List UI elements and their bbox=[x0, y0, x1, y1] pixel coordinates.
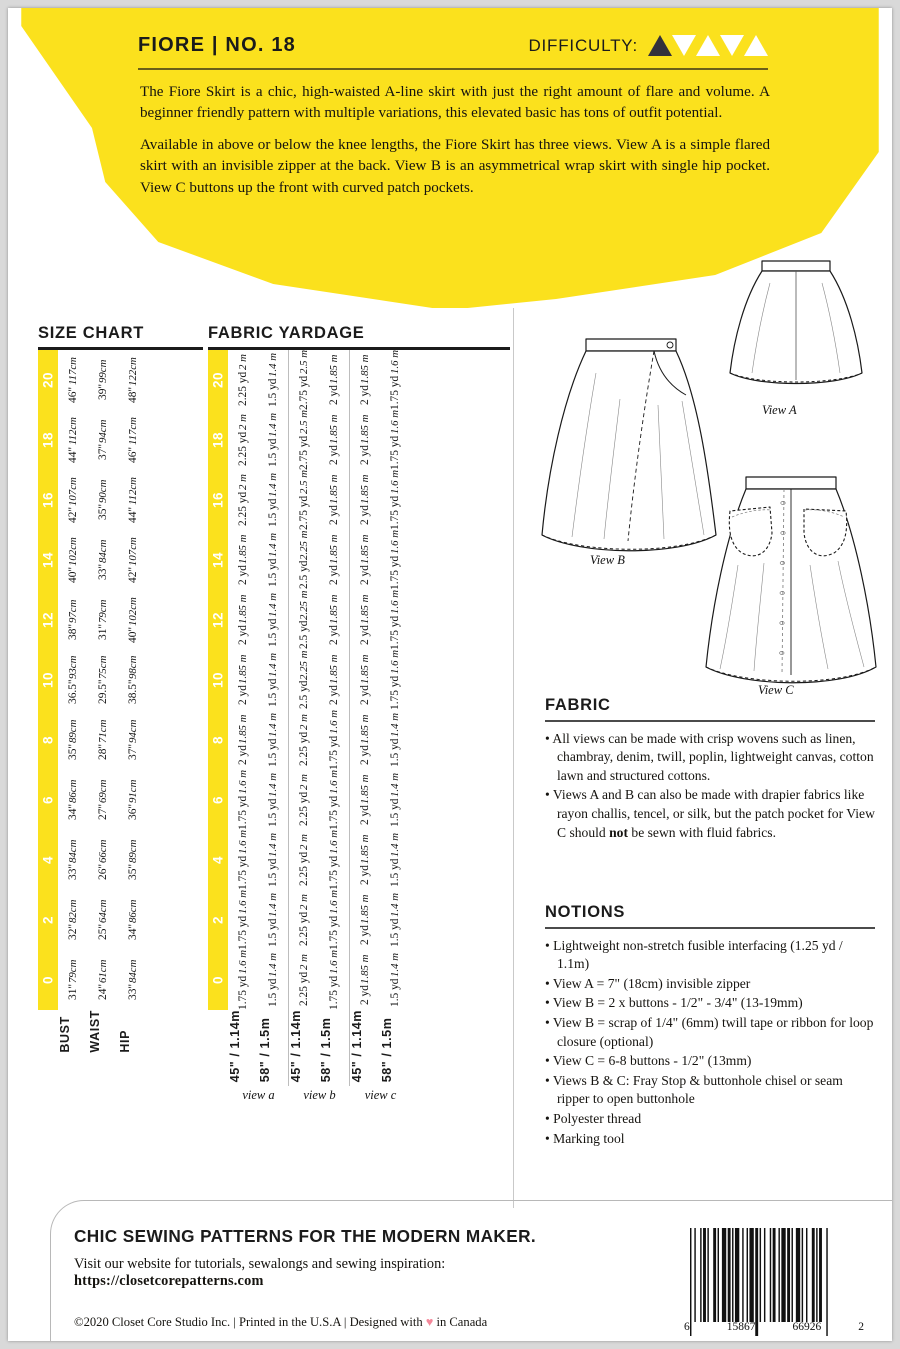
list-item: • Marking tool bbox=[545, 1130, 625, 1146]
table-cell: 2 yd 1.85 m bbox=[359, 834, 371, 885]
table-cell: 44" 112cm bbox=[127, 476, 139, 523]
table-cell: 33" 84cm bbox=[97, 539, 109, 580]
table-cell: 1.5 yd 1.4 m bbox=[389, 712, 401, 767]
table-cell: 2 yd 1.85 m bbox=[328, 474, 340, 525]
table-cell: 1.5 yd 1.4 m bbox=[389, 772, 401, 827]
table-cell: 2.5 yd 2.25 m bbox=[298, 650, 310, 709]
size-chart-row-labels bbox=[58, 1010, 208, 1057]
table-cell: 2 yd 1.85 m bbox=[359, 474, 371, 525]
table-cell: 2 yd 1.85 m bbox=[359, 894, 371, 945]
barcode-bar bbox=[781, 1228, 785, 1322]
table-cell: 33" 84cm bbox=[67, 839, 79, 880]
barcode-bar bbox=[749, 1228, 753, 1322]
barcode-digits bbox=[684, 1321, 864, 1333]
table-cell: 46" 117cm bbox=[67, 356, 79, 403]
size-label-6: 6 bbox=[210, 795, 226, 804]
banner-header-row bbox=[138, 34, 768, 57]
table-cell: 1.5 yd 1.4 m bbox=[267, 892, 279, 947]
table-cell: 1.5 yd 1.4 m bbox=[267, 592, 279, 647]
size-label-6: 6 bbox=[40, 795, 56, 804]
table-cell: 26" 66cm bbox=[97, 839, 109, 880]
barcode-bar bbox=[770, 1228, 771, 1322]
difficulty-triangle-3 bbox=[696, 35, 720, 56]
width-label: 45" / 1.14m bbox=[350, 1009, 364, 1082]
table-cell: 36.5" 93cm bbox=[67, 655, 79, 704]
table-cell: 34" 86cm bbox=[127, 899, 139, 940]
table-cell: 1.75 yd 1.6 m bbox=[237, 769, 249, 830]
barcode-bar bbox=[728, 1228, 731, 1322]
table-cell: 2 yd 1.85 m bbox=[359, 954, 371, 1005]
table-cell: 31" 79cm bbox=[97, 599, 109, 640]
notions-section bbox=[545, 903, 875, 1149]
fabric-yardage-title: FABRIC YARDAGE bbox=[208, 324, 365, 342]
barcode-digit-mid-left: 15867 bbox=[726, 1321, 756, 1333]
barcode-digit-mid-right: 66926 bbox=[792, 1321, 822, 1333]
barcode-bar bbox=[773, 1228, 776, 1322]
footer bbox=[74, 1226, 694, 1330]
table-cell: 1.5 yd 1.4 m bbox=[267, 712, 279, 767]
barcode-bar bbox=[787, 1228, 790, 1322]
barcode-bar bbox=[819, 1228, 822, 1322]
barcode-bar bbox=[694, 1228, 695, 1322]
table-cell: 1.75 yd 1.6 m bbox=[389, 649, 401, 710]
notions-section-rule bbox=[545, 927, 875, 929]
table-cell: 2.25 yd 2 m bbox=[298, 833, 310, 886]
table-cell: 2.75 yd 2.5 m bbox=[298, 469, 310, 530]
table-cell: 1.5 yd 1.4 m bbox=[267, 472, 279, 527]
table-cell: 2 yd 1.85 m bbox=[359, 714, 371, 765]
table-cell: 31" 79cm bbox=[67, 959, 79, 1000]
table-cell: 2 yd 1.85 m bbox=[359, 534, 371, 585]
barcode-bar bbox=[816, 1228, 817, 1322]
size-label-8: 8 bbox=[210, 735, 226, 744]
view-c-figure bbox=[706, 477, 876, 683]
visit-text: Visit our website for tutorials, sewalongs and sewing inspiration: bbox=[74, 1256, 446, 1272]
list-item: • Views A and B can also be made with drapier fabrics like rayon challis, tencel, or silk, but the patch pocket for View C should not be sewn with fluid fabrics. bbox=[545, 787, 875, 840]
row-label-bust: BUST bbox=[58, 1015, 72, 1053]
description-paragraph-1: The Fiore Skirt is a chic, high-waisted A-line skirt with just the right amount of flare and volume. A beginner friendly pattern with multiple variations, this elevated basic has tons of outfit potential. bbox=[140, 84, 770, 122]
table-cell: 1.5 yd 1.4 m bbox=[267, 772, 279, 827]
barcode-bar bbox=[760, 1228, 761, 1322]
barcode-bar bbox=[700, 1228, 701, 1322]
banner-divider-rule bbox=[138, 68, 768, 70]
table-cell: 1.5 yd 1.4 m bbox=[267, 412, 279, 467]
copyright-post: in Canada bbox=[433, 1315, 488, 1329]
notions-section-title: NOTIONS bbox=[545, 903, 626, 921]
barcode-digit-right: 2 bbox=[858, 1321, 864, 1333]
table-cell: 2 yd 1.85 m bbox=[328, 534, 340, 585]
size-label-18: 18 bbox=[40, 431, 56, 448]
table-cell: 1.75 yd 1.6 m bbox=[237, 949, 249, 1010]
width-label: 45" / 1.14m bbox=[228, 1009, 242, 1082]
list-item: • View B = 2 x buttons - 1/2" - 3/4" (13-19mm) bbox=[545, 995, 803, 1011]
size-label-0: 0 bbox=[40, 975, 56, 984]
table-cell: 35" 90cm bbox=[97, 479, 109, 520]
table-cell: 2.25 yd 2 m bbox=[298, 953, 310, 1006]
barcode-bar bbox=[707, 1228, 708, 1322]
difficulty-triangle-4 bbox=[720, 35, 744, 56]
table-cell: 2 yd 1.85 m bbox=[237, 594, 249, 645]
barcode-bar bbox=[747, 1228, 748, 1322]
size-label-16: 16 bbox=[210, 491, 226, 508]
list-item: • All views can be made with crisp wovens such as linen, chambray, denim, twill, poplin, lightweight canvas, cotton lawn and structured cottons. bbox=[545, 730, 874, 783]
list-item: • View B = scrap of 1/4" (6mm) twill tape or ribbon for loop closure (optional) bbox=[545, 1015, 874, 1049]
pattern-description bbox=[140, 82, 770, 209]
barcode-bar bbox=[755, 1228, 758, 1336]
difficulty-triangle-1 bbox=[648, 35, 672, 56]
size-label-8: 8 bbox=[40, 735, 56, 744]
table-column bbox=[88, 350, 118, 1010]
size-label-20: 20 bbox=[40, 371, 56, 388]
table-cell: 34" 86cm bbox=[67, 779, 79, 820]
size-chart-title-wrap bbox=[38, 324, 208, 350]
barcode-bar bbox=[732, 1228, 733, 1322]
table-cell: 46" 117cm bbox=[127, 416, 139, 463]
table-column bbox=[289, 350, 319, 1010]
table-cell: 2.5 yd 2.25 m bbox=[298, 590, 310, 649]
width-label: 58" / 1.5m bbox=[258, 1017, 272, 1082]
barcode-bar bbox=[812, 1228, 815, 1322]
copyright-pre: ©2020 Closet Core Studio Inc. | Printed in the U.S.A | Designed with bbox=[74, 1315, 426, 1329]
table-cell: 2.75 yd 2.5 m bbox=[298, 409, 310, 470]
table-cell: 42" 107cm bbox=[67, 476, 79, 523]
table-cell: 27" 69cm bbox=[97, 779, 109, 820]
barcode-bar bbox=[735, 1228, 739, 1322]
barcode-bar bbox=[722, 1228, 726, 1322]
difficulty-triangles bbox=[648, 35, 768, 56]
table-cell: 2 yd 1.85 m bbox=[359, 654, 371, 705]
table-cell: 35" 89cm bbox=[127, 839, 139, 880]
table-column bbox=[319, 350, 349, 1010]
size-label-0: 0 bbox=[210, 975, 226, 984]
size-label-18: 18 bbox=[210, 431, 226, 448]
barcode-bar bbox=[713, 1228, 716, 1322]
table-cell: 2 yd 1.85 m bbox=[359, 774, 371, 825]
table-cell: 48" 122cm bbox=[127, 356, 139, 403]
table-cell: 1.75 yd 1.6 m bbox=[389, 469, 401, 530]
table-cell: 24" 61cm bbox=[97, 959, 109, 1000]
data-columns bbox=[58, 350, 148, 1010]
table-column bbox=[58, 350, 88, 1010]
table-column bbox=[118, 350, 148, 1010]
table-cell: 38" 97cm bbox=[67, 599, 79, 640]
barcode-bar bbox=[742, 1228, 743, 1322]
notions-list bbox=[545, 937, 875, 1149]
table-cell: 1.5 yd 1.4 m bbox=[389, 832, 401, 887]
table-cell: 44" 112cm bbox=[67, 416, 79, 463]
copyright-line bbox=[74, 1315, 694, 1330]
heart-icon: ♥ bbox=[425, 1315, 434, 1329]
table-cell: 1.5 yd 1.4 m bbox=[267, 832, 279, 887]
table-cell: 35" 89cm bbox=[67, 719, 79, 760]
table-cell: 32" 82cm bbox=[67, 899, 79, 940]
table-cell: 2.25 yd 2 m bbox=[237, 353, 249, 406]
table-cell: 38.5" 98cm bbox=[127, 655, 139, 704]
size-label-10: 10 bbox=[210, 671, 226, 688]
table-cell: 2 yd 1.85 m bbox=[328, 414, 340, 465]
charts-area bbox=[38, 324, 508, 1103]
list-item: • Views B & C: Fray Stop & buttonhole chisel or seam ripper to open buttonhole bbox=[545, 1072, 843, 1107]
data-columns bbox=[228, 350, 410, 1010]
table-cell: 1.75 yd 1.6 m bbox=[328, 829, 340, 890]
table-cell: 2 yd 1.85 m bbox=[237, 714, 249, 765]
table-cell: 1.75 yd 1.6 m bbox=[389, 349, 401, 410]
row-label-waist: WAIST bbox=[88, 1009, 102, 1053]
table-cell: 1.5 yd 1.4 m bbox=[267, 652, 279, 707]
table-cell: 37" 94cm bbox=[127, 719, 139, 760]
barcode-bar bbox=[778, 1228, 779, 1322]
table-cell: 25" 64cm bbox=[97, 899, 109, 940]
table-column bbox=[350, 350, 380, 1010]
table-cell: 2 yd 1.85 m bbox=[237, 654, 249, 705]
size-label-4: 4 bbox=[210, 855, 226, 864]
table-column bbox=[380, 350, 410, 1010]
website-url[interactable]: https://closetcorepatterns.com bbox=[74, 1273, 264, 1289]
table-cell: 1.5 yd 1.4 m bbox=[267, 952, 279, 1007]
table-cell: 37" 94cm bbox=[97, 419, 109, 460]
table-cell: 2 yd 1.85 m bbox=[359, 594, 371, 645]
table-cell: 2 yd 1.85 m bbox=[237, 534, 249, 585]
view-label-view-a: view a bbox=[242, 1087, 275, 1102]
column-divider bbox=[513, 308, 514, 1208]
view-b-caption: View B bbox=[590, 553, 625, 567]
difficulty-triangle-2 bbox=[672, 35, 696, 56]
table-cell: 1.5 yd 1.4 m bbox=[267, 352, 279, 407]
list-item: • View C = 6-8 buttons - 1/2" (13mm) bbox=[545, 1053, 752, 1069]
barcode-bar bbox=[792, 1228, 793, 1322]
table-cell: 1.75 yd 1.6 m bbox=[237, 829, 249, 890]
table-cell: 40" 102cm bbox=[67, 536, 79, 583]
table-cell: 1.75 yd 1.6 m bbox=[389, 529, 401, 590]
table-cell: 2.25 yd 2 m bbox=[298, 773, 310, 826]
size-label-4: 4 bbox=[40, 855, 56, 864]
table-cell: 36" 91cm bbox=[127, 779, 139, 820]
table-cell: 1.5 yd 1.4 m bbox=[267, 532, 279, 587]
size-label-12: 12 bbox=[40, 611, 56, 628]
table-cell: 1.75 yd 1.6 m bbox=[328, 769, 340, 830]
barcode-bar bbox=[764, 1228, 765, 1322]
size-label-2: 2 bbox=[210, 915, 226, 924]
table-cell: 2 yd 1.85 m bbox=[328, 594, 340, 645]
view-c-caption: View C bbox=[758, 683, 794, 697]
barcode-bar bbox=[826, 1228, 827, 1336]
table-cell: 2.25 yd 2 m bbox=[298, 893, 310, 946]
barcode-bar bbox=[806, 1228, 807, 1322]
width-label: 58" / 1.5m bbox=[380, 1017, 394, 1082]
row-label-hip: HIP bbox=[118, 1029, 132, 1053]
table-cell: 28" 71cm bbox=[97, 719, 109, 760]
fabric-section-rule bbox=[545, 720, 875, 722]
view-a-figure bbox=[730, 261, 862, 384]
table-cell: 29.5" 75cm bbox=[97, 655, 109, 704]
size-column bbox=[208, 350, 228, 1010]
fabric-yardage-view-labels bbox=[228, 1088, 508, 1103]
width-label: 58" / 1.5m bbox=[319, 1017, 333, 1082]
size-column bbox=[38, 350, 58, 1010]
views-svg bbox=[528, 253, 888, 693]
table-cell: 2.25 yd 2 m bbox=[237, 413, 249, 466]
table-cell: 1.75 yd 1.6 m bbox=[328, 949, 340, 1010]
fabric-section bbox=[545, 696, 875, 843]
barcode-bar bbox=[796, 1228, 800, 1322]
fabric-list bbox=[545, 730, 875, 843]
table-cell: 1.5 yd 1.4 m bbox=[389, 892, 401, 947]
pattern-envelope-back bbox=[8, 8, 892, 1341]
skirt-illustrations bbox=[528, 253, 888, 697]
size-label-2: 2 bbox=[40, 915, 56, 924]
table-cell: 2 yd 1.85 m bbox=[328, 354, 340, 405]
table-cell: 40" 102cm bbox=[127, 596, 139, 643]
barcode-bar bbox=[802, 1228, 803, 1322]
table-cell: 2.25 yd 2 m bbox=[237, 473, 249, 526]
table-cell: 1.75 yd 1.6 m bbox=[237, 889, 249, 950]
page-title: FIORE | NO. 18 bbox=[138, 34, 296, 56]
barcode-bar bbox=[718, 1228, 719, 1322]
difficulty-indicator bbox=[528, 35, 768, 56]
table-cell: 39" 99cm bbox=[97, 359, 109, 400]
size-label-10: 10 bbox=[40, 671, 56, 688]
size-chart-table bbox=[38, 350, 208, 1103]
barcode-digit-left: 6 bbox=[684, 1321, 690, 1333]
tables-row bbox=[38, 350, 508, 1103]
table-cell: 1.5 yd 1.4 m bbox=[389, 952, 401, 1007]
difficulty-triangle-5 bbox=[744, 35, 768, 56]
table-cell: 2 yd 1.85 m bbox=[328, 654, 340, 705]
fabric-yardage-table bbox=[208, 350, 508, 1103]
table-cell: 2.75 yd 2.5 m bbox=[298, 349, 310, 410]
list-item: • View A = 7" (18cm) invisible zipper bbox=[545, 975, 751, 991]
list-item: • Polyester thread bbox=[545, 1111, 642, 1127]
table-cell: 2 yd 1.85 m bbox=[359, 414, 371, 465]
size-label-12: 12 bbox=[210, 611, 226, 628]
table-cell: 1.75 yd 1.6 m bbox=[328, 709, 340, 770]
size-label-16: 16 bbox=[40, 491, 56, 508]
view-label-view-b: view b bbox=[303, 1087, 336, 1102]
table-cell: 2.5 yd 2.25 m bbox=[298, 530, 310, 589]
table-cell: 1.75 yd 1.6 m bbox=[389, 589, 401, 650]
barcode-bar bbox=[703, 1228, 706, 1322]
table-column bbox=[228, 350, 258, 1010]
table-cell: 1.75 yd 1.6 m bbox=[389, 409, 401, 470]
width-label: 45" / 1.14m bbox=[289, 1009, 303, 1082]
brand-tagline: CHIC SEWING PATTERNS FOR THE MODERN MAKER. bbox=[74, 1226, 537, 1246]
list-item: • Lightweight non-stretch fusible interfacing (1.25 yd / 1.1m) bbox=[545, 937, 843, 972]
barcode-bar bbox=[690, 1228, 691, 1336]
view-label-view-c: view c bbox=[364, 1087, 397, 1102]
table-cell: 2.25 yd 2 m bbox=[298, 713, 310, 766]
table-cell: 33" 84cm bbox=[127, 959, 139, 1000]
table-cell: 42" 107cm bbox=[127, 536, 139, 583]
table-column bbox=[258, 350, 288, 1010]
size-label-20: 20 bbox=[210, 371, 226, 388]
difficulty-label: DIFFICULTY: bbox=[528, 35, 638, 55]
chart-titles-row bbox=[38, 324, 508, 350]
description-paragraph-2: Available in above or below the knee lengths, the Fiore Skirt has three views. View A is a simple flared skirt with an invisible zipper at the back. View B is an asymmetrical wrap skirt with single hip pocket. View C buttons up the front with curved patch pockets. bbox=[140, 136, 770, 196]
fabric-yardage-title-wrap bbox=[208, 324, 508, 350]
size-label-14: 14 bbox=[210, 551, 226, 568]
table-cell: 2 yd 1.85 m bbox=[359, 354, 371, 405]
view-b-figure bbox=[542, 339, 716, 551]
fabric-section-title: FABRIC bbox=[545, 696, 611, 714]
table-cell: 1.75 yd 1.6 m bbox=[328, 889, 340, 950]
size-chart-title: SIZE CHART bbox=[38, 324, 144, 342]
fabric-yardage-row-labels bbox=[228, 1010, 508, 1086]
view-a-caption: View A bbox=[762, 403, 797, 417]
size-label-14: 14 bbox=[40, 551, 56, 568]
